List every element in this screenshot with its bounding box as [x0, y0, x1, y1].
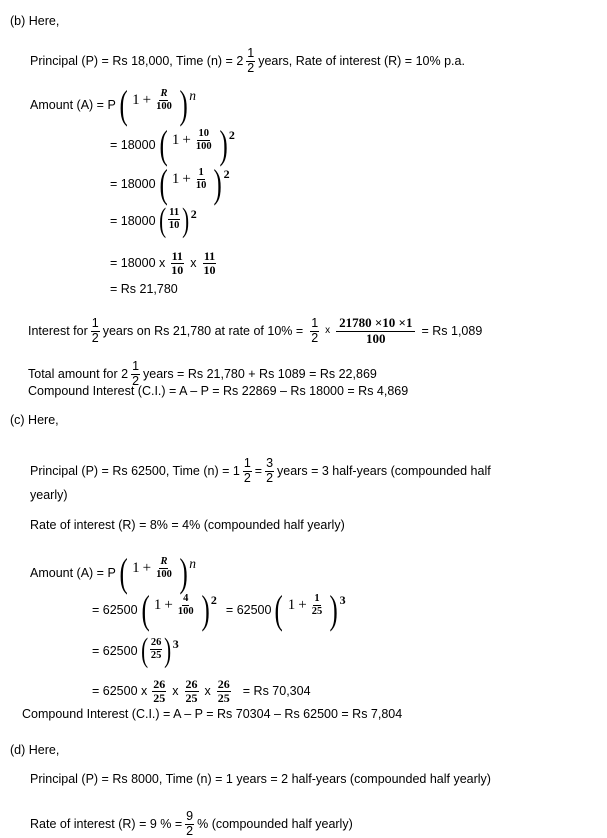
- fraction-numerator: 1: [246, 47, 255, 62]
- part-c-time-fraction-1: [243, 457, 252, 485]
- part-d-label-text: (d) Here,: [10, 744, 59, 757]
- step-fraction-2: [311, 593, 324, 618]
- part-c-given-wrap-text: yearly): [30, 489, 68, 502]
- exponent-n: n: [189, 89, 196, 103]
- rate-over-hundred-fraction: [155, 556, 173, 581]
- interest-pre: Interest for: [28, 325, 88, 338]
- operand-one: 1: [154, 598, 162, 613]
- left-paren: (: [141, 593, 149, 627]
- plus-sign: +: [164, 598, 172, 613]
- right-paren: ): [183, 207, 190, 236]
- product-fraction-2: [203, 250, 217, 277]
- interest-fraction-half: [91, 317, 100, 345]
- paren-group: [157, 167, 230, 201]
- fraction-denominator: 10: [170, 264, 184, 277]
- product-fraction-2: [185, 678, 199, 705]
- fraction-denominator: 100: [177, 606, 195, 618]
- fraction-numerator: 26: [185, 678, 199, 692]
- part-c-compound-interest-line: [22, 708, 402, 721]
- part-d-given-line: [30, 773, 491, 786]
- fraction-numerator: 10: [197, 128, 210, 141]
- paren-group: [157, 128, 235, 162]
- paren-body: [130, 88, 177, 113]
- step-lead-2: = 62500: [226, 604, 272, 617]
- part-c-given-wrap: [30, 489, 68, 502]
- step-lead: = 18000: [110, 139, 156, 152]
- part-c-product-line: [92, 678, 311, 705]
- right-paren: ): [201, 593, 209, 627]
- plus-sign: +: [298, 598, 306, 613]
- compound-interest-text: Compound Interest (C.I.) = A – P = Rs 22869 – Rs 18000 = Rs 4,869: [28, 385, 408, 398]
- fraction-denominator: 25: [152, 692, 166, 705]
- product-fraction-1: [152, 678, 166, 705]
- fraction-denominator: 100: [365, 332, 387, 347]
- fraction-denominator: 2: [185, 825, 194, 838]
- product-lead: = 62500 x: [92, 685, 147, 698]
- part-d-rate-fraction: [185, 810, 194, 838]
- paren-group: [139, 637, 179, 666]
- fraction-numerator: 4: [182, 593, 189, 606]
- exponent: 2: [211, 594, 217, 606]
- part-c-given-line: [30, 457, 491, 485]
- interest-result: = Rs 1,089: [421, 325, 482, 338]
- part-b-label: [10, 15, 59, 28]
- fraction-denominator: 2: [243, 472, 252, 486]
- plus-sign: +: [182, 172, 190, 187]
- plus-sign: +: [143, 561, 151, 576]
- part-b-label-text: (b) Here,: [10, 15, 59, 28]
- right-paren: ): [179, 556, 187, 590]
- part-d-rate-pre: Rate of interest (R) = 9 % =: [30, 818, 182, 831]
- product-fraction-3: [217, 678, 231, 705]
- fraction-numerator: 26: [152, 678, 166, 692]
- amount-formula-lead: Amount (A) = P: [30, 567, 116, 580]
- part-c-principal-text: Principal (P) = Rs 62500, Time (n) = 1: [30, 465, 240, 478]
- multiplication-sign-1: x: [172, 685, 178, 698]
- exponent: 2: [224, 168, 230, 180]
- paren-group: [157, 207, 197, 236]
- fraction-numerator: 11: [168, 207, 180, 220]
- part-b-amount-result: [110, 283, 178, 296]
- fraction-denominator: 2: [265, 472, 274, 486]
- left-paren: (: [141, 637, 148, 666]
- equals-sign: =: [255, 465, 262, 478]
- paren-body: [286, 593, 327, 618]
- interest-fraction-half-2: [310, 317, 319, 345]
- paren-body: [150, 637, 163, 662]
- fraction-denominator: 10: [195, 180, 208, 192]
- multiplication-sign: x: [325, 326, 330, 336]
- part-b-step-1: [110, 128, 236, 162]
- part-d-label: [10, 744, 59, 757]
- part-c-rate-text: Rate of interest (R) = 8% = 4% (compounded half yearly): [30, 519, 345, 532]
- fraction-denominator: 25: [185, 692, 199, 705]
- part-d-rate-post: % (compounded half yearly): [197, 818, 353, 831]
- exponent: 3: [173, 638, 179, 650]
- amount-formula-lead: Amount (A) = P: [30, 99, 116, 112]
- left-paren: (: [119, 556, 127, 590]
- fraction-numerator: 1: [131, 360, 140, 375]
- part-c-amount-formula: [30, 556, 197, 590]
- amount-result-text: = Rs 21,780: [110, 283, 178, 296]
- exponent-2: 3: [340, 594, 346, 606]
- operand-one: 1: [172, 133, 180, 148]
- exponent: 2: [191, 208, 197, 220]
- fraction-denominator: 25: [311, 606, 324, 618]
- paren-body: [168, 207, 181, 232]
- left-paren: (: [159, 207, 166, 236]
- part-d-rate-line: [30, 810, 353, 838]
- fraction-denominator: 2: [310, 332, 319, 346]
- interest-big-fraction: [336, 316, 415, 346]
- step-lead: = 62500: [92, 645, 138, 658]
- step-lead: = 18000: [110, 215, 156, 228]
- interest-mid: years on Rs 21,780 at rate of 10% =: [103, 325, 303, 338]
- part-b-amount-formula: [30, 88, 197, 122]
- part-c-step-2: [92, 637, 180, 666]
- fraction-numerator: 11: [171, 250, 184, 264]
- fraction-denominator: 2: [246, 62, 255, 76]
- fraction-numerator: 21780 ×10 ×1: [336, 316, 415, 332]
- plus-sign: +: [143, 93, 151, 108]
- fraction-denominator: 100: [155, 569, 173, 581]
- left-paren: (: [119, 88, 127, 122]
- fraction-numerator: 11: [203, 250, 216, 264]
- part-c-time-tail: years = 3 half-years (compounded half: [277, 465, 491, 478]
- part-b-step-2: [110, 167, 231, 201]
- exponent-n: n: [189, 557, 196, 571]
- fraction-numerator: 1: [243, 457, 252, 472]
- step-lead: = 18000: [110, 178, 156, 191]
- left-paren: (: [159, 128, 167, 162]
- fraction-denominator: 10: [168, 220, 181, 232]
- fraction-denominator: 25: [217, 692, 231, 705]
- paren-group: [117, 88, 196, 122]
- product-result: = Rs 70,304: [243, 685, 311, 698]
- fraction-numerator: 9: [185, 810, 194, 825]
- part-b-product-line: [110, 250, 220, 277]
- operand-one: 1: [288, 598, 296, 613]
- fraction-denominator: 10: [203, 264, 217, 277]
- part-b-interest-line: [28, 316, 482, 346]
- step-fraction: [195, 167, 208, 192]
- step-fraction: [150, 637, 163, 662]
- multiplication-sign-2: x: [205, 685, 211, 698]
- product-lead: = 18000 x: [110, 257, 165, 270]
- part-b-compound-interest-line: [28, 385, 408, 398]
- paren-body: [170, 128, 217, 153]
- part-b-time-fraction: [246, 47, 255, 75]
- right-paren: ): [219, 128, 227, 162]
- fraction-numerator: 1: [197, 167, 204, 180]
- multiplication-sign: x: [190, 257, 196, 270]
- step-lead: = 62500: [92, 604, 138, 617]
- total-pre: Total amount for 2: [28, 368, 128, 381]
- part-b-step-3: [110, 207, 198, 236]
- paren-body: [170, 167, 211, 192]
- plus-sign: +: [182, 133, 190, 148]
- fraction-numerator: 26: [217, 678, 231, 692]
- fraction-denominator: 2: [91, 332, 100, 346]
- fraction-numerator: R: [159, 88, 168, 101]
- right-paren: ): [214, 167, 222, 201]
- right-paren: ): [179, 88, 187, 122]
- part-c-step-1: [92, 593, 347, 627]
- part-c-time-fraction-2: [265, 457, 274, 485]
- paren-body: [152, 593, 199, 618]
- part-d-given-text: Principal (P) = Rs 8000, Time (n) = 1 years = 2 half-years (compounded half yearly): [30, 773, 491, 786]
- fraction-denominator: 25: [150, 650, 163, 662]
- operand-one: 1: [172, 172, 180, 187]
- fraction-numerator: R: [159, 556, 168, 569]
- paren-group: [117, 556, 196, 590]
- compound-interest-text: Compound Interest (C.I.) = A – P = Rs 70304 – Rs 62500 = Rs 7,804: [22, 708, 402, 721]
- fraction-denominator: 100: [155, 101, 173, 113]
- fraction-numerator: 26: [150, 637, 163, 650]
- left-paren: (: [159, 167, 167, 201]
- total-post: years = Rs 21,780 + Rs 1089 = Rs 22,869: [143, 368, 377, 381]
- rate-over-hundred-fraction: [155, 88, 173, 113]
- exponent: 2: [229, 129, 235, 141]
- paren-group: [139, 593, 217, 627]
- part-b-principal-text: Principal (P) = Rs 18,000, Time (n) = 2: [30, 55, 243, 68]
- step-fraction: [177, 593, 195, 618]
- fraction-denominator: 100: [195, 141, 213, 153]
- step-fraction: [195, 128, 213, 153]
- fraction-denominator: 2: [131, 375, 140, 389]
- fraction-numerator: 1: [91, 317, 100, 332]
- fraction-numerator: 1: [313, 593, 320, 606]
- part-b-given-line: [30, 47, 465, 75]
- fraction-numerator: 1: [310, 317, 319, 332]
- step-fraction: [168, 207, 181, 232]
- left-paren: (: [275, 593, 283, 627]
- right-paren: ): [330, 593, 338, 627]
- paren-group-2: [272, 593, 345, 627]
- part-c-label: [10, 414, 59, 427]
- fraction-numerator: 3: [265, 457, 274, 472]
- product-fraction-1: [170, 250, 184, 277]
- paren-body: [130, 556, 177, 581]
- operand-one: 1: [132, 93, 140, 108]
- operand-one: 1: [132, 561, 140, 576]
- part-b-time-tail: years, Rate of interest (R) = 10% p.a.: [258, 55, 465, 68]
- part-c-label-text: (c) Here,: [10, 414, 59, 427]
- part-c-rate-line: [30, 519, 345, 532]
- right-paren: ): [165, 637, 172, 666]
